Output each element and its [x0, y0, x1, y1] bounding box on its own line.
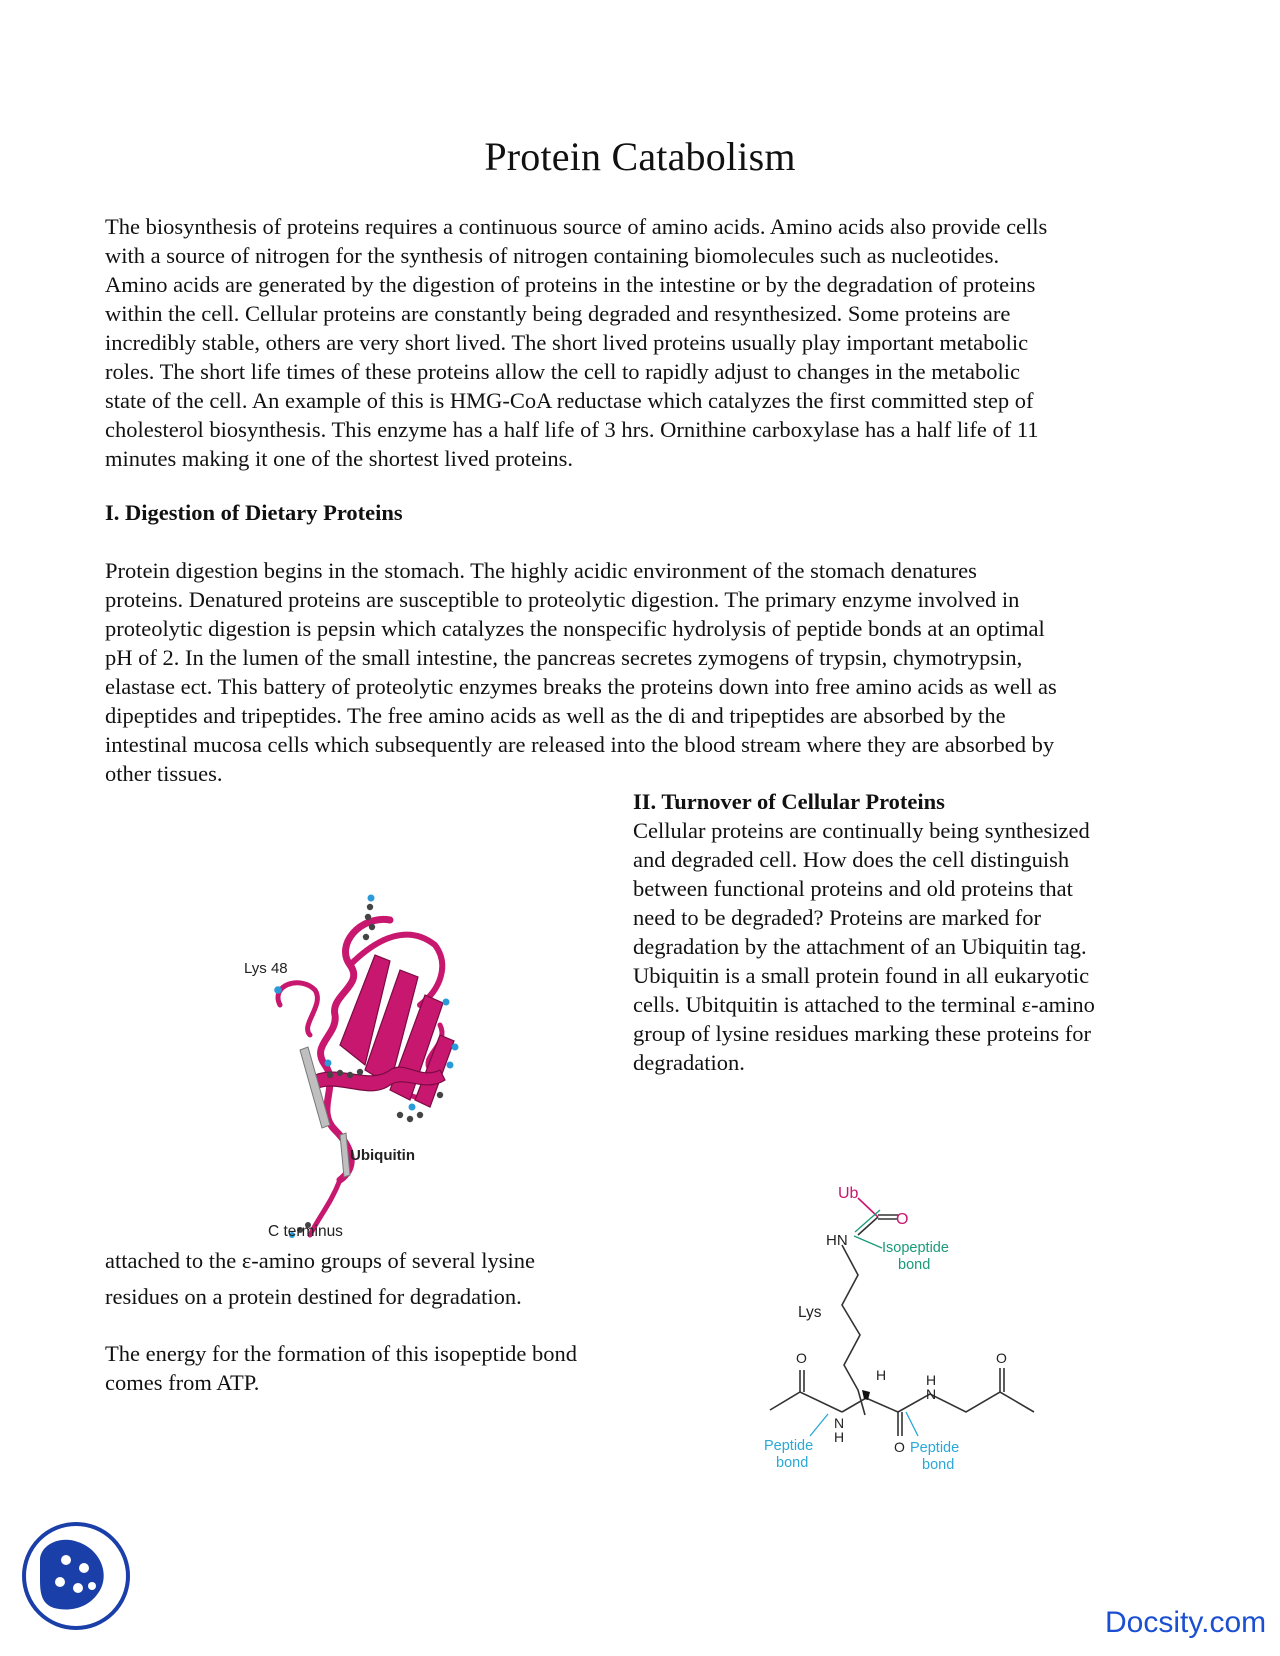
text-line: cells. Ubitquitin is attached to the terminal ε-amino [633, 992, 1095, 1017]
nitrogen-atom [368, 895, 375, 902]
text-line: between functional proteins and old proteins that [633, 876, 1073, 901]
text-line: and degraded cell. How does the cell distinguish [633, 847, 1070, 872]
peptide-right-label: Peptide [910, 1440, 960, 1456]
text-line: attached to the ε-amino groups of several lysine [105, 1248, 535, 1273]
text-line: dipeptides and tripeptides. The free amino acids as well as the di and tripeptides are absorbed by the [105, 703, 1006, 728]
lys-label: Lys [798, 1304, 822, 1321]
peptide-right-bond-label: bond [922, 1457, 955, 1473]
section-heading-turnover: II. Turnover of Cellular Proteins [633, 789, 945, 814]
text-line: need to be degraded? Proteins are marked for [633, 905, 1041, 930]
text-line: Ubiquitin is a small protein found in all eukaryotic [633, 963, 1090, 988]
text-line: degradation. [633, 1050, 745, 1075]
text-line: elastase ect. This battery of proteolytic enzymes breaks the proteins down into free amino acids as well as [105, 674, 1057, 699]
text-line: Protein digestion begins in the stomach. The highly acidic environment of the stomach denatures [105, 558, 977, 583]
nitrogen-atom [443, 999, 450, 1006]
nitrogen-atom [325, 1060, 332, 1067]
text-line: state of the cell. An example of this is HMG-CoA reductase which catalyzes the first committed step of [105, 388, 1034, 413]
lys48-label: Lys 48 [244, 960, 288, 977]
ubiquitin-label: Ubiquitin [350, 1147, 415, 1164]
text-line: cholesterol biosynthesis. This enzyme has a half life of 3 hrs. Ornithine carboxylase has a half life of 11 [105, 417, 1039, 442]
text-line: Cellular proteins are continually being synthesized [633, 818, 1090, 843]
text-line: group of lysine residues marking these proteins for [633, 1021, 1092, 1046]
nh-right-h-label: H [926, 1372, 937, 1388]
alpha-h-label: H [876, 1367, 887, 1383]
peptide-left-bond-label: bond [776, 1455, 809, 1471]
atom [347, 1072, 353, 1078]
turnover-paragraph [633, 816, 1193, 1077]
text-line: proteolytic digestion is pepsin which catalyzes the nonspecific hydrolysis of peptide bonds at an optimal [105, 616, 1045, 641]
text-line: Amino acids are generated by the digestion of proteins in the intestine or by the degradation of proteins [105, 272, 1036, 297]
intro-paragraph [105, 212, 1205, 473]
atom [369, 924, 375, 930]
text-line: residues on a protein destined for degradation. [105, 1284, 522, 1309]
clipped-text-line [105, 1248, 625, 1275]
nitrogen-atom [447, 1062, 454, 1069]
peptide-left-label: Peptide [764, 1438, 814, 1454]
text-line: The biosynthesis of proteins requires a continuous source of amino acids. Amino acids also provide cells [105, 214, 1048, 239]
text-line: proteins. Denatured proteins are susceptible to proteolytic digestion. The primary enzyme involved in [105, 587, 1020, 612]
ribbon-loop [278, 983, 317, 1035]
isopeptide-bond-figure [764, 1180, 1090, 1530]
isopeptide-bond-label: bond [898, 1257, 931, 1273]
nh-right-n-label: N [926, 1386, 937, 1402]
text-line: pH of 2. In the lumen of the small intestine, the pancreas secretes zymogens of trypsin, chymotrypsin, [105, 645, 1023, 670]
atom [327, 1072, 333, 1078]
gray-strand [340, 1133, 350, 1177]
atom [357, 1069, 363, 1075]
carbonyl-o-label: O [896, 1211, 909, 1228]
digestion-paragraph [105, 556, 1205, 788]
backbone-alpha [842, 1398, 898, 1412]
o-right-label: O [996, 1350, 1007, 1366]
peptide-arrow-right [906, 1412, 918, 1436]
nh-left-h-label: H [834, 1429, 845, 1445]
text-line: other tissues. [105, 761, 223, 786]
atom [397, 1112, 403, 1118]
page-title: Protein Catabolism [484, 133, 796, 179]
docsity-brand-link[interactable]: Docsity.com [1105, 1606, 1267, 1639]
atom [365, 914, 371, 920]
atom [417, 1112, 423, 1118]
o-left-label: O [796, 1350, 807, 1366]
docsity-logo-icon [20, 1520, 132, 1632]
text-line: with a source of nitrogen for the synthesis of nitrogen containing biomolecules such as nucleotides. [105, 243, 1000, 268]
hn-label: HN [826, 1232, 848, 1249]
atom [437, 1092, 443, 1098]
energy-paragraph [105, 1339, 625, 1397]
nitrogen-atom [274, 986, 282, 994]
atom [363, 934, 369, 940]
ub-label: Ub [838, 1185, 859, 1202]
c-terminus-label: C terminus [268, 1223, 343, 1240]
peptide-arrow-left [810, 1414, 828, 1436]
lysine-side-chain [842, 1245, 865, 1415]
text-line: intestinal mucosa cells which subsequently are released into the blood stream where they are absorbed by [105, 732, 1055, 757]
text-line: minutes making it one of the shortest lived proteins. [105, 446, 574, 471]
nitrogen-atom [409, 1104, 416, 1111]
atom [337, 1070, 343, 1076]
text-line: The energy for the formation of this isopeptide bond [105, 1341, 577, 1366]
atom [367, 904, 373, 910]
ubiquitin-lower-paragraph [105, 1282, 625, 1311]
ubiquitin-structure-figure [240, 895, 490, 1245]
isopeptide-label: Isopeptide [882, 1240, 949, 1256]
isopeptide-pointer [854, 1236, 882, 1248]
backbone-right [898, 1392, 1034, 1412]
backbone-left [770, 1392, 842, 1412]
text-line: within the cell. Cellular proteins are constantly being degraded and resynthesized. Some proteins are [105, 301, 1011, 326]
o-bottom-label: O [894, 1439, 905, 1455]
text-line: comes from ATP. [105, 1370, 260, 1395]
atom [407, 1116, 413, 1122]
text-line: incredibly stable, others are very short lived. The short lived proteins usually play important metabolic [105, 330, 1029, 355]
section-heading-digestion: I. Digestion of Dietary Proteins [105, 500, 403, 525]
text-line: roles. The short life times of these proteins allow the cell to rapidly adjust to changes in the metabolic [105, 359, 1020, 384]
isopeptide-arrow [855, 1210, 880, 1232]
nh-left-n-label: N [834, 1415, 845, 1431]
text-line: degradation by the attachment of an Ubiquitin tag. [633, 934, 1087, 959]
nitrogen-atom [452, 1044, 459, 1051]
